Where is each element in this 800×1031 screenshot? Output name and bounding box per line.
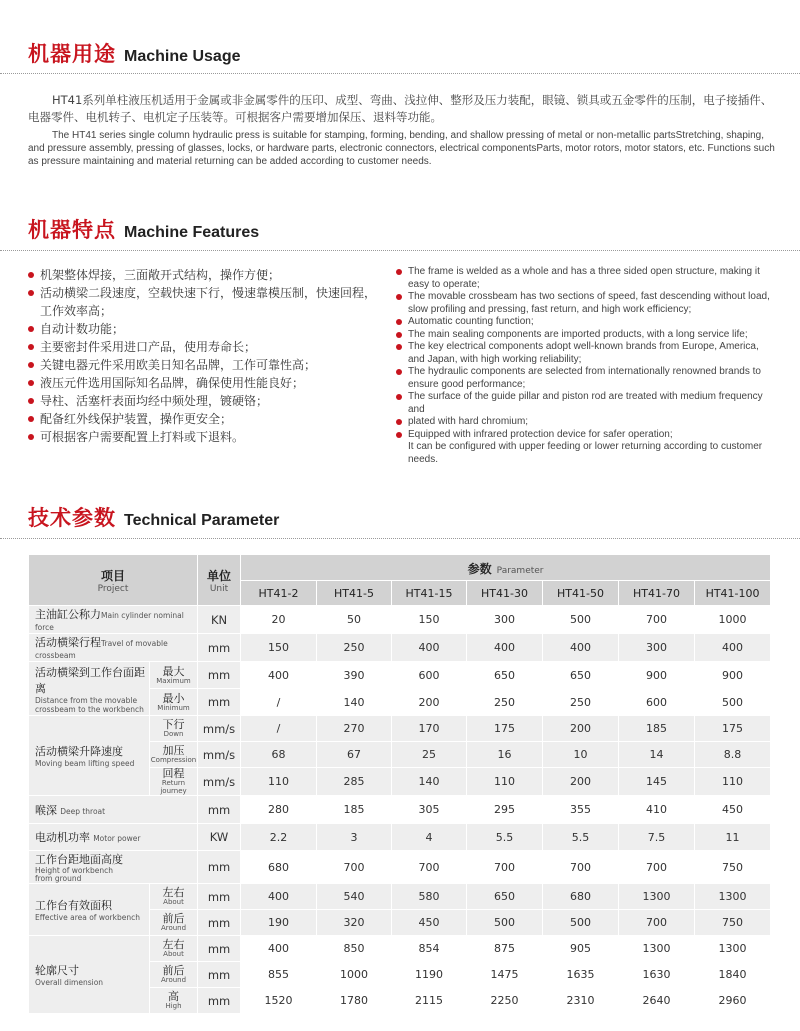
value-cell: 20 (241, 606, 317, 634)
value-cell: 250 (317, 634, 392, 662)
unit-cell: mm (198, 884, 241, 910)
header-unit: 单位 Unit (198, 555, 241, 606)
value-cell: 900 (619, 662, 695, 689)
bullet-icon (396, 394, 402, 400)
list-item: The movable crossbeam has two sections of speed, fast descending without load, slow profiling and pressing, fast return, and high work efficiency; (396, 291, 774, 316)
row-label: 电动机功率 Motor power (29, 824, 198, 851)
list-item: 主要密封件采用进口产品，使用寿命长； (28, 338, 384, 356)
value-cell: 175 (467, 716, 543, 742)
value-cell: 2640 (619, 988, 695, 1014)
value-cell: 300 (619, 634, 695, 662)
unit-cell: mm (198, 796, 241, 824)
value-cell: 355 (543, 796, 619, 824)
list-item: 可根据客户需要配置上打料或下退料。 (28, 428, 384, 446)
value-cell: 1300 (695, 936, 771, 962)
list-item: 液压元件选用国际知名品牌，确保使用性能良好； (28, 374, 384, 392)
value-cell: 110 (467, 768, 543, 796)
unit-cell: mm (198, 936, 241, 962)
value-cell: 185 (619, 716, 695, 742)
sub-label: 左右 About (150, 936, 198, 962)
value-cell: 25 (392, 742, 467, 768)
value-cell: 400 (543, 634, 619, 662)
list-item: 关键电器元件采用欧美日知名品牌，工作可靠性高； (28, 356, 384, 374)
value-cell: 1300 (619, 936, 695, 962)
value-cell: 110 (695, 768, 771, 796)
value-cell: 67 (317, 742, 392, 768)
value-cell: 400 (392, 634, 467, 662)
value-cell: 50 (317, 606, 392, 634)
bullet-icon (28, 290, 34, 296)
value-cell: 855 (241, 962, 317, 988)
row-label: 活动横梁行程Travel of movable crossbeam (29, 634, 198, 662)
value-cell: 600 (619, 689, 695, 716)
sub-label: 加压 Compression (150, 742, 198, 768)
value-cell: 850 (317, 936, 392, 962)
value-cell: 750 (695, 910, 771, 936)
value-cell: 140 (317, 689, 392, 716)
value-cell: 170 (392, 716, 467, 742)
row-label: 轮廓尺寸 Overall dimension (29, 936, 150, 1014)
header-project: 项目 Project (29, 555, 198, 606)
list-item: 自动计数功能； (28, 320, 384, 338)
value-cell: 1635 (543, 962, 619, 988)
list-item: plated with hard chromium; (396, 416, 774, 429)
list-item: The frame is welded as a whole and has a three sided open structure, making it easy to operate; (396, 266, 774, 291)
unit-cell: mm/s (198, 716, 241, 742)
value-cell: 2310 (543, 988, 619, 1014)
unit-cell: mm (198, 634, 241, 662)
value-cell: 500 (543, 606, 619, 634)
model-header-cell: HT41-30 (467, 581, 543, 606)
value-cell: 145 (619, 768, 695, 796)
divider (0, 250, 800, 251)
table-row (29, 936, 771, 962)
value-cell: 1780 (317, 988, 392, 1014)
value-cell: 400 (241, 662, 317, 689)
value-cell: 400 (467, 634, 543, 662)
value-cell: 700 (317, 851, 392, 884)
bullet-icon (396, 369, 402, 375)
model-header-cell: HT41-15 (392, 581, 467, 606)
params-title-zh: 技术参数 (28, 506, 116, 530)
sub-label: 高 High (150, 988, 198, 1014)
features-section-title (28, 214, 259, 244)
bullet-icon (28, 380, 34, 386)
value-cell: 3 (317, 824, 392, 851)
table-row (29, 716, 771, 742)
divider (0, 73, 800, 74)
row-label: 活动横梁到工作台面距离 Distance from the movable crossbeam to the workbench (29, 662, 150, 716)
value-cell: 285 (317, 768, 392, 796)
sub-label: 下行 Down (150, 716, 198, 742)
bullet-icon (28, 326, 34, 332)
value-cell: 1000 (695, 606, 771, 634)
sub-label: 最小 Minimum (150, 689, 198, 716)
value-cell: 11 (695, 824, 771, 851)
value-cell: 14 (619, 742, 695, 768)
usage-title-en: Machine Usage (124, 48, 241, 65)
value-cell: 295 (467, 796, 543, 824)
sub-label: 左右 About (150, 884, 198, 910)
value-cell: 7.5 (619, 824, 695, 851)
value-cell: 700 (619, 851, 695, 884)
table-row (29, 824, 771, 851)
features-list-zh (28, 266, 384, 446)
bullet-icon (396, 294, 402, 300)
bullet-icon (396, 269, 402, 275)
value-cell: 600 (392, 662, 467, 689)
row-label: 工作台距地面高度 Height of workbench from ground (29, 851, 198, 884)
sub-label: 最大 Maximum (150, 662, 198, 689)
unit-cell: mm (198, 851, 241, 884)
unit-cell: mm (198, 962, 241, 988)
row-label: 喉深 Deep throat (29, 796, 198, 824)
list-item: Equipped with infrared protection device for safer operation; (396, 429, 774, 442)
value-cell: 700 (392, 851, 467, 884)
bullet-icon (396, 332, 402, 338)
value-cell: 500 (543, 910, 619, 936)
features-title-zh: 机器特点 (28, 218, 116, 242)
model-header-cell: HT41-100 (695, 581, 771, 606)
value-cell: 400 (241, 884, 317, 910)
model-header-cell: HT41-2 (241, 581, 317, 606)
value-cell: 905 (543, 936, 619, 962)
row-label: 活动横梁升降速度 Moving beam lifting speed (29, 716, 150, 796)
value-cell: 200 (543, 716, 619, 742)
value-cell: 1475 (467, 962, 543, 988)
list-item: 导柱、活塞杆表面均经中频处理，镀硬铬； (28, 392, 384, 410)
value-cell: 190 (241, 910, 317, 936)
value-cell: 854 (392, 936, 467, 962)
value-cell: 2115 (392, 988, 467, 1014)
value-cell: 200 (392, 689, 467, 716)
unit-cell: mm/s (198, 768, 241, 796)
bullet-icon (28, 398, 34, 404)
value-cell: 200 (543, 768, 619, 796)
value-cell: 68 (241, 742, 317, 768)
value-cell: 900 (695, 662, 771, 689)
sub-label: 回程 Return journey (150, 768, 198, 796)
unit-cell: mm/s (198, 742, 241, 768)
bullet-icon (28, 416, 34, 422)
parameter-table (28, 554, 771, 1014)
value-cell: 700 (619, 910, 695, 936)
unit-cell: KN (198, 606, 241, 634)
value-cell: 150 (241, 634, 317, 662)
value-cell: 2.2 (241, 824, 317, 851)
value-cell: 270 (317, 716, 392, 742)
value-cell: 1840 (695, 962, 771, 988)
value-cell: 280 (241, 796, 317, 824)
value-cell: / (241, 689, 317, 716)
bullet-icon (396, 319, 402, 325)
value-cell: 410 (619, 796, 695, 824)
value-cell: 700 (543, 851, 619, 884)
usage-section-title (28, 38, 240, 68)
params-section-title (28, 502, 279, 532)
value-cell: 700 (619, 606, 695, 634)
params-title-en: Technical Parameter (124, 512, 280, 529)
value-cell: 1300 (695, 884, 771, 910)
value-cell: 1000 (317, 962, 392, 988)
list-item: 活动横梁二段速度，空载快速下行，慢速靠模压制，快速回程，工作效率高； (28, 284, 384, 320)
table-row (29, 884, 771, 910)
value-cell: / (241, 716, 317, 742)
value-cell: 150 (392, 606, 467, 634)
value-cell: 2250 (467, 988, 543, 1014)
value-cell: 305 (392, 796, 467, 824)
value-cell: 300 (467, 606, 543, 634)
usage-title-zh: 机器用途 (28, 42, 116, 66)
value-cell: 250 (543, 689, 619, 716)
list-item: The hydraulic components are selected from internationally renowned brands to ensure good performance; (396, 366, 774, 391)
bullet-icon (396, 432, 402, 438)
sub-label: 前后 Around (150, 962, 198, 988)
value-cell: 1300 (619, 884, 695, 910)
list-item: 配备红外线保护装置，操作更安全； (28, 410, 384, 428)
value-cell: 2960 (695, 988, 771, 1014)
bullet-icon (28, 362, 34, 368)
features-title-en: Machine Features (124, 224, 260, 241)
value-cell: 1520 (241, 988, 317, 1014)
sub-label: 前后 Around (150, 910, 198, 936)
bullet-icon (28, 344, 34, 350)
value-cell: 750 (695, 851, 771, 884)
table-row (29, 851, 771, 884)
value-cell: 450 (695, 796, 771, 824)
model-header-cell: HT41-70 (619, 581, 695, 606)
value-cell: 400 (695, 634, 771, 662)
divider (0, 538, 800, 539)
value-cell: 650 (467, 884, 543, 910)
unit-cell: KW (198, 824, 241, 851)
row-label: 主油缸公称力Main cylinder nominal force (29, 606, 198, 634)
value-cell: 400 (241, 936, 317, 962)
list-item: The key electrical components adopt well-known brands from Europe, America, and Japan, with high working reliability; (396, 341, 774, 366)
value-cell: 5.5 (467, 824, 543, 851)
value-cell: 500 (467, 910, 543, 936)
unit-cell: mm (198, 910, 241, 936)
bullet-icon (28, 272, 34, 278)
model-header-cell: HT41-5 (317, 581, 392, 606)
value-cell: 4 (392, 824, 467, 851)
value-cell: 580 (392, 884, 467, 910)
usage-text-zh: HT41系列单柱液压机适用于金属或非金属零件的压印、成型、弯曲、浅拉伸、整形及压力装配，眼镜、锁具或五金零件的压制，电子接插件、电器零件、电机转子、电机定子压装等。可根据客户需要增加保压、退料等功能。 (28, 93, 773, 124)
value-cell: 5.5 (543, 824, 619, 851)
value-cell: 540 (317, 884, 392, 910)
value-cell: 680 (543, 884, 619, 910)
table-row (29, 634, 771, 662)
usage-text-en: The HT41 series single column hydraulic press is suitable for stamping, forming, bending, and shallow pressing of metal or non-metallic partsStretching, shaping, and pressure assembly, pressing of glasses, locks, or hardware parts, electronic connectors, electrical componentsParts, motor rotors, motor stators, etc. Functions such as pressure maintaining and material returning can be added according to customer needs. (28, 130, 775, 167)
value-cell: 1190 (392, 962, 467, 988)
value-cell: 320 (317, 910, 392, 936)
list-item: 机架整体焊接，三面敞开式结构，操作方便； (28, 266, 384, 284)
value-cell: 390 (317, 662, 392, 689)
unit-cell: mm (198, 988, 241, 1014)
value-cell: 650 (467, 662, 543, 689)
header-parameter: 参数 Parameter (241, 555, 771, 581)
value-cell: 140 (392, 768, 467, 796)
value-cell: 450 (392, 910, 467, 936)
model-header-cell: HT41-50 (543, 581, 619, 606)
value-cell: 8.8 (695, 742, 771, 768)
table-row (29, 796, 771, 824)
value-cell: 680 (241, 851, 317, 884)
value-cell: 10 (543, 742, 619, 768)
table-row (29, 662, 771, 689)
list-item: The main sealing components are imported products, with a long service life; (396, 329, 774, 342)
list-item: Automatic counting function; (396, 316, 774, 329)
value-cell: 110 (241, 768, 317, 796)
value-cell: 700 (467, 851, 543, 884)
list-item: It can be configured with upper feeding or lower returning according to customer needs. (408, 441, 763, 465)
bullet-icon (396, 419, 402, 425)
value-cell: 1630 (619, 962, 695, 988)
unit-cell: mm (198, 689, 241, 716)
table-row (29, 606, 771, 634)
value-cell: 250 (467, 689, 543, 716)
value-cell: 500 (695, 689, 771, 716)
bullet-icon (396, 344, 402, 350)
value-cell: 650 (543, 662, 619, 689)
list-item: The surface of the guide pillar and piston rod are treated with medium frequency and (396, 391, 774, 416)
row-label: 工作台有效面积 Effective area of workbench (29, 884, 150, 936)
value-cell: 175 (695, 716, 771, 742)
value-cell: 185 (317, 796, 392, 824)
value-cell: 875 (467, 936, 543, 962)
unit-cell: mm (198, 662, 241, 689)
features-list-en (396, 266, 774, 466)
bullet-icon (28, 434, 34, 440)
value-cell: 16 (467, 742, 543, 768)
